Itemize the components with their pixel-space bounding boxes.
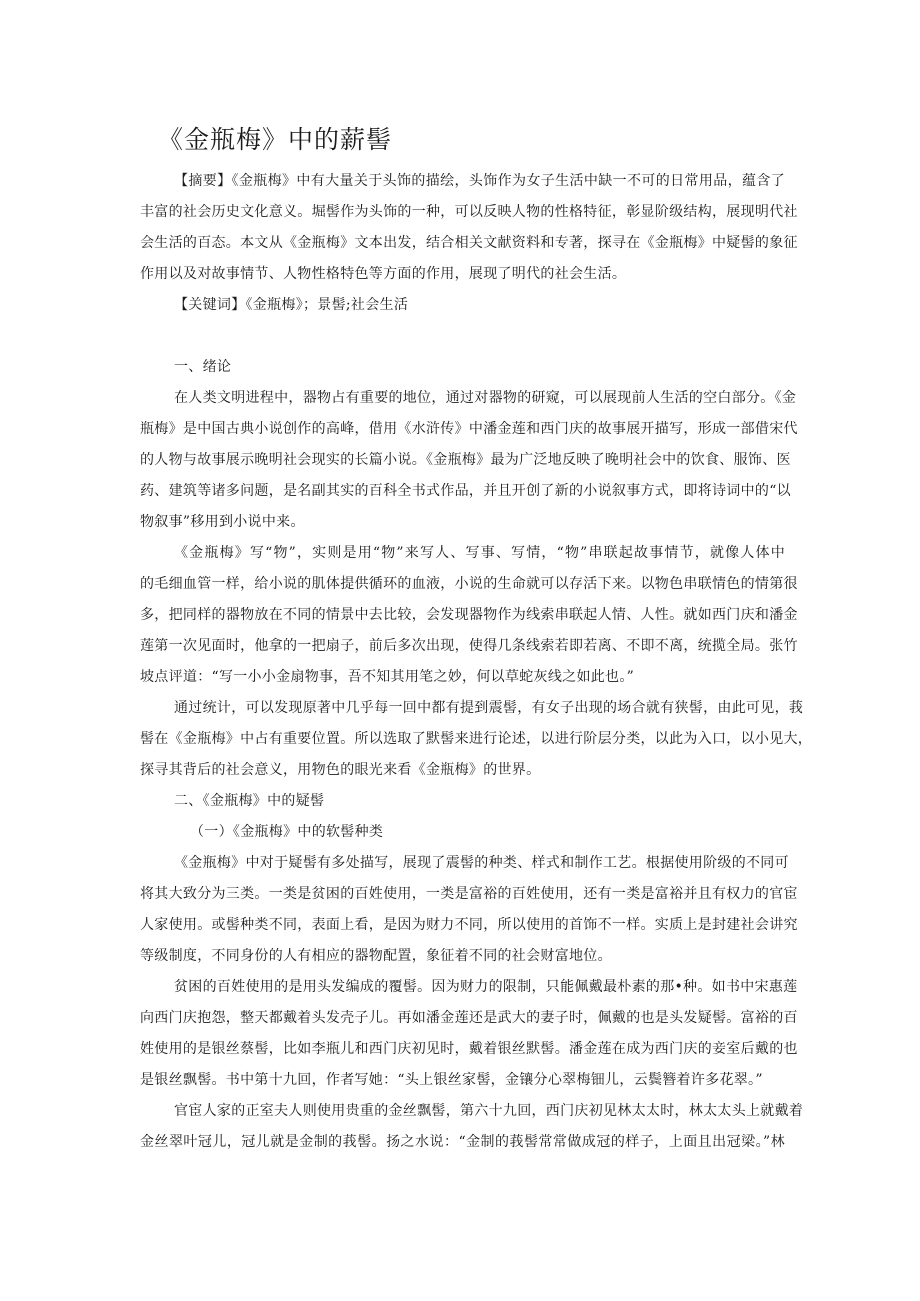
paragraph-line: 贫困的百姓使用的是用头发编成的覆髻。因为财力的限制，只能佩戴最朴素的那•种。如书中宋惠莲 (174, 979, 798, 995)
paragraph-line: 的毛细血管一样，给小说的肌体提供循环的血液，小说的生命就可以存活下来。以物色串联情色的情第很 (140, 576, 798, 592)
abstract-line: 丰富的社会历史文化意义。堀髻作为头饰的一种，可以反映人物的性格特征，彰显阶级结构，展现明代社 (140, 204, 798, 220)
paragraph-line: 髻在《金瓶梅》中占有重要位置。所以选取了默髻来进行论述，以进行阶层分类，以此为入口，以小见大， (140, 731, 813, 747)
paragraph-line: 通过统计，可以发现原著中几乎每一回中都有提到震髻，有女子出现的场合就有狭髻，由此可见，莪 (174, 700, 804, 716)
subsection-heading: （一）《金瓶梅》中的软髻种类 (190, 824, 384, 840)
paragraph-line: 的人物与故事展示晚明社会现实的长篇小说。《金瓶梅》最为广泛地反映了晚明社会中的饮食、服饰、医 (140, 452, 791, 468)
paragraph-line: 等级制度，不同身份的人有相应的器物配置，象征着不同的社会财富地位。 (140, 948, 612, 964)
paragraph-line: 《金瓶梅》中对于疑髻有多处描写，展现了震髻的种类、样式和制作工艺。根据使用阶级的不同可 (174, 855, 789, 871)
paragraph-line: 物叙事”移用到小说中来。 (140, 514, 305, 530)
paragraph-line: 是银丝飘髻。书中第十九回，作者写她：“头上银丝家髻，金镶分心翠梅钿儿，云鬓簪着许多花翠。” (140, 1072, 763, 1088)
paragraph-line: 瓶梅》是中国古典小说创作的高峰，借用《水浒传》中潘金莲和西门庆的故事展开描写，形成一部借宋代 (140, 421, 798, 437)
section-heading: 一、绪论 (174, 359, 232, 375)
abstract-line: 会生活的百态。本文从《金瓶梅》文本出发，结合相关文献资料和专著，探寻在《金瓶梅》中疑髻的象征 (140, 235, 798, 251)
paragraph-line: 向西门庆抱怨，整天都戴着头发壳子儿。再如潘金莲还是武大的妻子时，佩戴的也是头发疑髻。富裕的百 (140, 1010, 798, 1026)
paragraph-line: 药、建筑等诸多问题，是名副其实的百科全书式作品，并且开创了新的小说叙事方式，即将诗词中的“以 (140, 483, 791, 499)
paragraph-line: 《金瓶梅》写“物”，实则是用“物”来写人、写事、写情，“物”串联起故事情节，就像人体中 (174, 545, 785, 561)
section-heading: 二、《金瓶梅》中的疑髻 (174, 793, 325, 809)
keywords: 【关键词】《金瓶梅》；景髻;社会生活 (174, 297, 409, 313)
paragraph-line: 莲第一次见面时，他拿的一把扇子，前后多次出现，使得几条线索若即若离、不即不离，统揽全局。张竹 (140, 638, 798, 654)
paragraph-line: 在人类文明进程中，器物占有重要的地位，通过对器物的研窥，可以展现前人生活的空白部分。《金 (174, 390, 797, 406)
paragraph-line: 官宦人家的正室夫人则使用贵重的金丝飘髻，第六十九回，西门庆初见林太太时，林太太头上就戴着 (174, 1103, 804, 1119)
abstract-line: 【摘要】《金瓶梅》中有大量关于头饰的描绘，头饰作为女子生活中缺一不可的日常用品，蕴含了 (174, 173, 785, 189)
paragraph-line: 探寻其背后的社会意义，用物色的眼光来看《金瓶梅》的世界。 (140, 762, 541, 778)
paragraph-line: 姓使用的是银丝蔡髻，比如李瓶儿和西门庆初见时，戴着银丝默髻。潘金莲在成为西门庆的妾室后戴的也 (140, 1041, 798, 1057)
abstract-line: 作用以及对故事情节、人物性格特色等方面的作用，展现了明代的社会生活。 (140, 266, 627, 282)
paragraph-line: 将其大致分为三类。一类是贫困的百姓使用，一类是富裕的百姓使用，还有一类是富裕并且有权力的官宦 (140, 886, 798, 902)
paragraph-line: 多，把同样的器物放在不同的情景中去比较，会发现器物作为线索串联起人情、人性。就如西门庆和潘金 (140, 607, 798, 623)
page-title: 《金瓶梅》中的薪髻 (158, 125, 393, 154)
paragraph-line: 坡点评道：“写一小小金扇物事，吾不知其用笔之妙，何以草蛇灰线之如此也。” (140, 669, 635, 685)
paragraph-line: 金丝翠叶冠儿，冠儿就是金制的莪髻。扬之水说：“金制的莪髻常常做成冠的样子，上面且出冠梁。”林 (140, 1134, 785, 1150)
paragraph-line: 人家使用。或髻种类不同，表面上看，是因为财力不同，所以使用的首饰不一样。实质上是封建社会讲究 (140, 917, 798, 933)
